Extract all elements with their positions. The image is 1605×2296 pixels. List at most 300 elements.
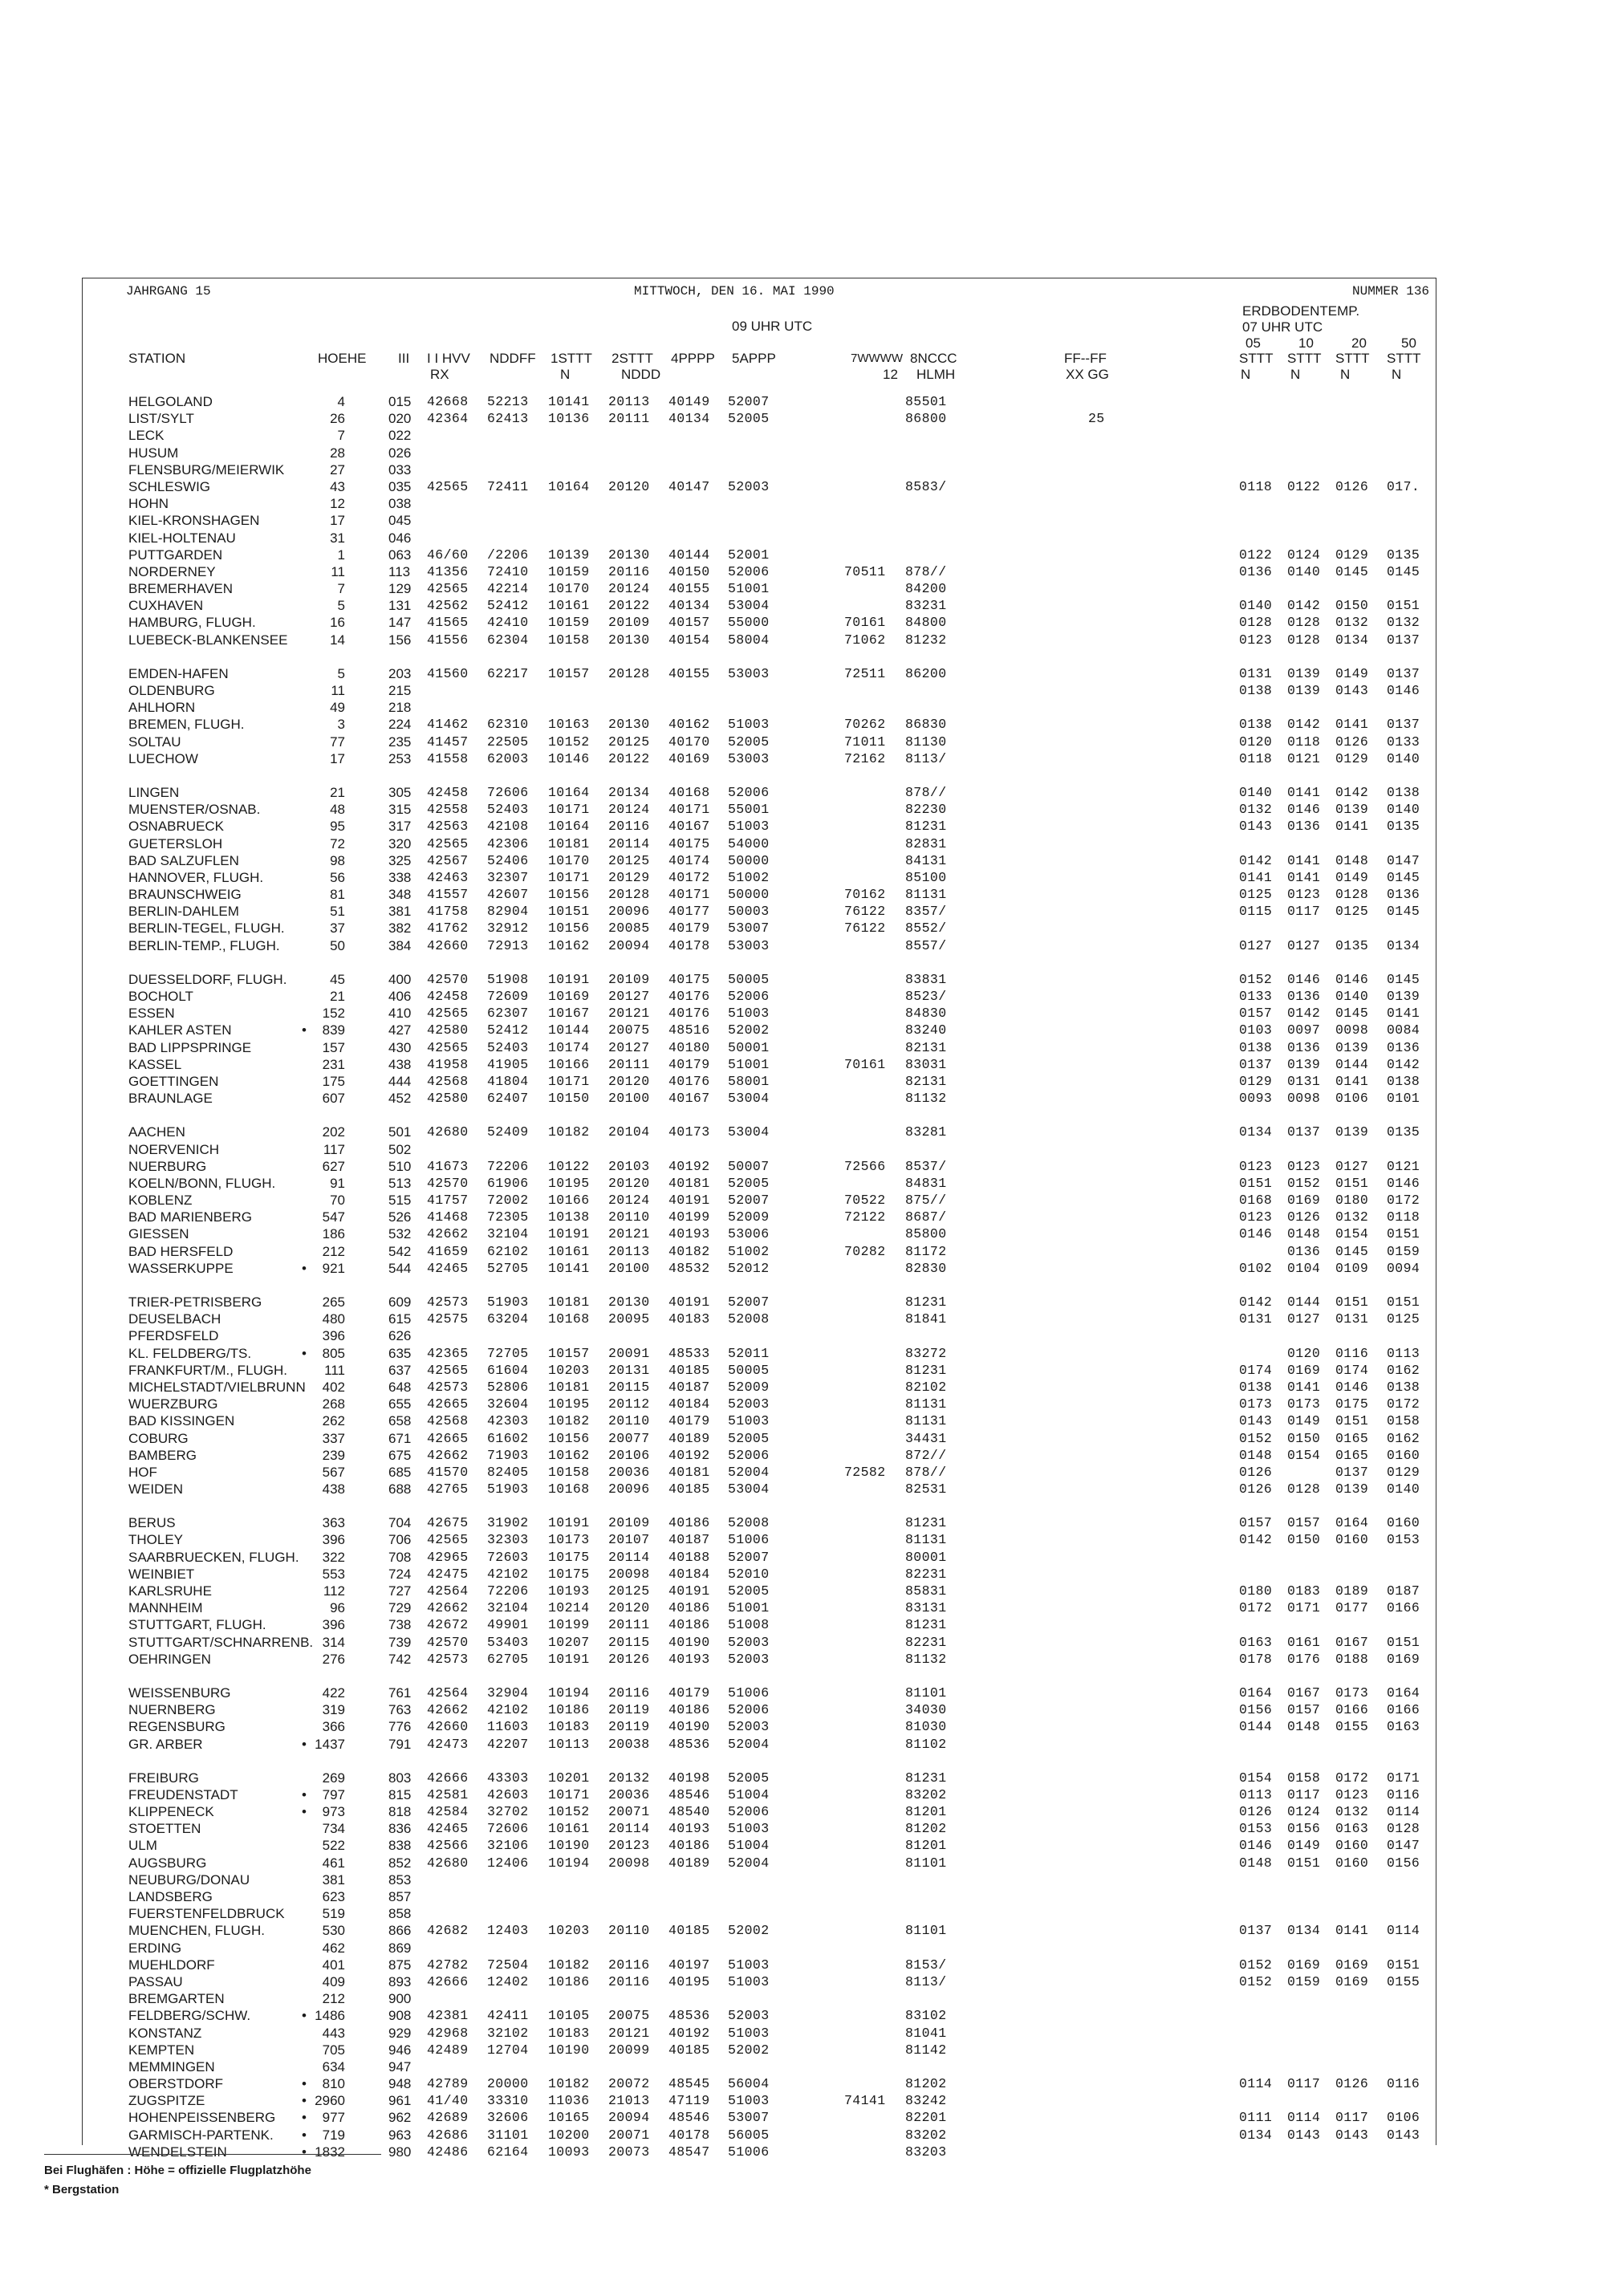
group-hvv: 42573 [427, 1294, 469, 1310]
table-row [0, 852, 1605, 869]
group-1sttt: 10158 [548, 1464, 590, 1480]
group-nddff: 42603 [487, 1786, 529, 1802]
table-row [0, 2042, 1605, 2058]
station-id: 315 [388, 802, 412, 818]
group-hvv: 42365 [427, 1345, 469, 1361]
group-4pppp: 40185 [668, 1923, 710, 1939]
station-id: 035 [388, 478, 412, 494]
col-2sttt-sub: NDDD [621, 367, 661, 382]
soil-50: 0142 [1387, 1056, 1420, 1072]
table-row [0, 427, 1605, 444]
group-hvv: 42473 [427, 1736, 469, 1752]
group-8nccc: 8153/ [905, 1957, 947, 1973]
table-row [0, 1651, 1605, 1668]
soil-20: 0149 [1335, 665, 1369, 681]
station-name: FREUDENSTADT [128, 1786, 238, 1802]
station-height: 12 [330, 496, 345, 512]
table-row [0, 1973, 1605, 1990]
soil-50: 0141 [1387, 1006, 1420, 1022]
soil-20: 0144 [1335, 1056, 1369, 1072]
station-height: 4 [337, 394, 345, 409]
station-name: MEMMINGEN [128, 2058, 215, 2075]
table-row [0, 1090, 1605, 1107]
station-name: BERLIN-TEGEL, FLUGH. [128, 920, 285, 937]
group-7wwww: 70511 [844, 563, 886, 579]
station-height: 607 [322, 1091, 345, 1107]
table-row [0, 818, 1605, 835]
table-row [0, 1175, 1605, 1192]
group-4pppp: 40177 [668, 904, 710, 920]
table-row [0, 530, 1605, 547]
group-hvv: 42666 [427, 1770, 469, 1786]
group-4pppp: 48533 [668, 1345, 710, 1361]
group-nddff: 42306 [487, 835, 529, 851]
soil-10: 0126 [1287, 1209, 1321, 1225]
group-4pppp: 40162 [668, 717, 710, 733]
soil-50: 0114 [1387, 1923, 1420, 1939]
soil-20: 0098 [1335, 1022, 1369, 1038]
col-station: STATION [128, 351, 186, 366]
group-4pppp: 40176 [668, 1006, 710, 1022]
soil-10: 0146 [1287, 802, 1321, 818]
group-spacer [0, 1277, 1605, 1294]
group-1sttt: 10122 [548, 1158, 590, 1174]
soil-20: 0163 [1335, 1821, 1369, 1837]
soil-05: 0157 [1239, 1006, 1273, 1022]
group-8nccc: 84800 [905, 615, 947, 631]
station-height: 396 [322, 1617, 345, 1633]
group-5appp: 52006 [728, 1804, 770, 1820]
station-name: BERUS [128, 1515, 176, 1531]
group-hvv: 42660 [427, 1719, 469, 1735]
group-7wwww: 72122 [844, 1209, 886, 1225]
soil-20: 0128 [1335, 887, 1369, 903]
station-name: AACHEN [128, 1124, 185, 1140]
table-row [0, 1684, 1605, 1701]
table-row [0, 750, 1605, 767]
group-nddff: 32104 [487, 1600, 529, 1616]
soil-10: 0156 [1287, 1821, 1321, 1837]
group-nddff: 52705 [487, 1260, 529, 1276]
station-name: WASSERKUPPE [128, 1260, 234, 1276]
group-8nccc: 81131 [905, 1396, 947, 1412]
station-name: MUENCHEN, FLUGH. [128, 1923, 266, 1939]
group-1sttt: 10207 [548, 1634, 590, 1650]
table-row [0, 886, 1605, 903]
station-id: 763 [388, 1702, 412, 1718]
soil-05: 0113 [1239, 1786, 1273, 1802]
station-id: 729 [388, 1600, 412, 1616]
soil-50: 0146 [1387, 1175, 1420, 1191]
station-name: MANNHEIM [128, 1600, 203, 1616]
group-nddff: 72206 [487, 1158, 529, 1174]
station-id: 444 [388, 1073, 412, 1089]
soil-10: 0161 [1287, 1634, 1321, 1650]
station-height: 7 [337, 428, 345, 444]
station-name: NEUBURG/DONAU [128, 1871, 250, 1888]
soil-10: 0128 [1287, 1481, 1321, 1497]
station-name: FLENSBURG/MEIERWIK [128, 461, 285, 477]
soil-50: 0169 [1387, 1651, 1420, 1667]
station-height: 5 [337, 598, 345, 614]
group-1sttt: 10194 [548, 1855, 590, 1871]
soil-05: 0142 [1239, 1532, 1273, 1548]
soil-05: 0103 [1239, 1022, 1273, 1038]
station-height: 396 [322, 1328, 345, 1344]
group-8nccc: 81030 [905, 1719, 947, 1735]
station-id: 836 [388, 1821, 412, 1837]
station-height: 212 [322, 1991, 345, 2007]
group-8nccc: 8523/ [905, 989, 947, 1004]
group-hvv: 42558 [427, 802, 469, 818]
group-2sttt: 20036 [608, 1464, 650, 1480]
soil-10: 0139 [1287, 665, 1321, 681]
group-5appp: 56005 [728, 2127, 770, 2143]
group-nddff: 22505 [487, 734, 529, 750]
soil-20: 0109 [1335, 1260, 1369, 1276]
table-row [0, 1124, 1605, 1140]
soil-05: 0143 [1239, 819, 1273, 835]
station-id: 224 [388, 717, 412, 733]
soil-05: 0125 [1239, 887, 1273, 903]
group-hvv: 42568 [427, 1073, 469, 1089]
group-5appp: 51003 [728, 819, 770, 835]
group-2sttt: 20120 [608, 1175, 650, 1191]
group-2sttt: 20111 [608, 1617, 650, 1633]
table-row [0, 1396, 1605, 1412]
group-1sttt: 10156 [548, 887, 590, 903]
group-nddff: 32307 [487, 869, 529, 885]
group-2sttt: 20114 [608, 835, 650, 851]
mountain-marker: • [302, 1260, 307, 1276]
group-nddff: 12704 [487, 2042, 529, 2058]
group-5appp: 53004 [728, 1091, 770, 1107]
station-height: 3 [337, 717, 345, 733]
group-8nccc: 8113/ [905, 1973, 947, 1989]
group-5appp: 52003 [728, 478, 770, 494]
group-2sttt: 20096 [608, 904, 650, 920]
soil-05: 0134 [1239, 1124, 1273, 1140]
group-hvv: 41560 [427, 665, 469, 681]
group-nddff: 72504 [487, 1957, 529, 1973]
group-8nccc: 81101 [905, 1855, 947, 1871]
soil-50: 0138 [1387, 1073, 1420, 1089]
station-height: 117 [323, 1141, 345, 1157]
station-id: 761 [388, 1684, 412, 1701]
station-height: 276 [322, 1651, 345, 1667]
group-4pppp: 40185 [668, 1362, 710, 1378]
group-8nccc: 81231 [905, 1362, 947, 1378]
soil-05: 0140 [1239, 598, 1273, 614]
mountain-marker: • [302, 1804, 307, 1820]
group-1sttt: 10093 [548, 2144, 590, 2160]
station-id: 526 [388, 1209, 412, 1225]
soil-05: 0151 [1239, 1175, 1273, 1191]
group-nddff: 49901 [487, 1617, 529, 1633]
group-1sttt: 10201 [548, 1770, 590, 1786]
group-8nccc: 81202 [905, 1821, 947, 1837]
group-2sttt: 20116 [608, 1684, 650, 1701]
table-row [0, 1888, 1605, 1905]
soil-20: 0116 [1335, 1345, 1369, 1361]
group-nddff: 72002 [487, 1193, 529, 1209]
group-8nccc: 83202 [905, 1786, 947, 1802]
group-1sttt: 10171 [548, 802, 590, 818]
group-1sttt: 10162 [548, 1447, 590, 1463]
station-name: HOHN [128, 496, 169, 512]
soil-10: 0104 [1287, 1260, 1321, 1276]
group-hvv: 42458 [427, 989, 469, 1004]
station-height: 319 [322, 1702, 345, 1718]
soil-20: 0126 [1335, 734, 1369, 750]
group-4pppp: 40191 [668, 1583, 710, 1599]
group-nddff: 62102 [487, 1243, 529, 1259]
station-id: 853 [388, 1871, 412, 1888]
soil-05: 0122 [1239, 547, 1273, 563]
station-name: BRAUNLAGE [128, 1091, 213, 1107]
group-4pppp: 40170 [668, 734, 710, 750]
col-sttt-2: STTT [1287, 351, 1322, 366]
group-2sttt: 20130 [608, 717, 650, 733]
group-8nccc: 82201 [905, 2110, 947, 2126]
station-id: 015 [388, 394, 412, 409]
station-id: 706 [388, 1532, 412, 1548]
soil-20: 0160 [1335, 1838, 1369, 1854]
station-name: BREMEN, FLUGH. [128, 717, 245, 733]
group-5appp: 52008 [728, 1515, 770, 1531]
station-id: 615 [388, 1311, 412, 1327]
group-4pppp: 40167 [668, 1091, 710, 1107]
mountain-marker: • [302, 1345, 307, 1361]
station-height: 1437 [315, 1736, 345, 1752]
group-1sttt: 10181 [548, 1379, 590, 1395]
group-nddff: 52403 [487, 802, 529, 818]
group-8nccc: 83202 [905, 2127, 947, 2143]
soil-05: 0173 [1239, 1396, 1273, 1412]
col-7wwww-sub: 12 [883, 367, 898, 382]
group-hvv: 41570 [427, 1464, 469, 1480]
table-row [0, 478, 1605, 495]
station-id: 980 [388, 2144, 412, 2160]
group-5appp: 56004 [728, 2076, 770, 2092]
group-1sttt: 10171 [548, 869, 590, 885]
group-hvv: 42666 [427, 1973, 469, 1989]
station-height: 1486 [315, 2008, 345, 2024]
group-hvv: 42662 [427, 1447, 469, 1463]
group-8nccc: 84131 [905, 852, 947, 868]
group-8nccc: 8687/ [905, 1209, 947, 1225]
group-1sttt: 10203 [548, 1362, 590, 1378]
station-name: STOETTEN [128, 1821, 201, 1837]
table-row [0, 1039, 1605, 1056]
station-height: 734 [322, 1821, 345, 1837]
soil-10: 0141 [1287, 784, 1321, 800]
table-row [0, 1209, 1605, 1225]
group-hvv: 41757 [427, 1193, 469, 1209]
group-2sttt: 20109 [608, 615, 650, 631]
soil-50: 017. [1387, 478, 1420, 494]
group-5appp: 53004 [728, 1124, 770, 1140]
station-height: 17 [330, 513, 345, 529]
group-1sttt: 10168 [548, 1311, 590, 1327]
group-4pppp: 40155 [668, 665, 710, 681]
soil-10: 0150 [1287, 1430, 1321, 1446]
soil-10: 0158 [1287, 1770, 1321, 1786]
group-1sttt: 10152 [548, 1804, 590, 1820]
soil-50: 0158 [1387, 1413, 1420, 1429]
station-id: 708 [388, 1549, 412, 1565]
soil-20: 0139 [1335, 1481, 1369, 1497]
group-1sttt: 10200 [548, 2127, 590, 2143]
col-5appp: 5APPP [732, 351, 776, 366]
soil-10: 0124 [1287, 1804, 1321, 1820]
soil-05: 0137 [1239, 1923, 1273, 1939]
group-2sttt: 20127 [608, 989, 650, 1004]
group-2sttt: 20116 [608, 1957, 650, 1973]
group-1sttt: 10161 [548, 598, 590, 614]
soil-50: 0114 [1387, 1804, 1420, 1820]
table-row [0, 1158, 1605, 1175]
station-id: 515 [388, 1193, 412, 1209]
group-1sttt: 10181 [548, 1294, 590, 1310]
station-height: 91 [330, 1175, 345, 1191]
soil-50: 0171 [1387, 1770, 1420, 1786]
group-8nccc: 86200 [905, 665, 947, 681]
station-id: 675 [388, 1447, 412, 1463]
station-height: 409 [322, 1973, 345, 1989]
group-8nccc: 8537/ [905, 1158, 947, 1174]
soil-10: 0127 [1287, 1311, 1321, 1327]
group-5appp: 52012 [728, 1260, 770, 1276]
station-id: 510 [388, 1158, 412, 1174]
station-id: 022 [388, 428, 412, 444]
group-hvv: 41356 [427, 563, 469, 579]
soil-05: 0157 [1239, 1515, 1273, 1531]
observation-time: 09 UHR UTC [732, 319, 813, 334]
soil-10: 0123 [1287, 1158, 1321, 1174]
group-5appp: 51003 [728, 1006, 770, 1022]
station-id: 658 [388, 1413, 412, 1429]
station-height: 175 [322, 1073, 345, 1089]
station-height: 396 [322, 1532, 345, 1548]
group-hvv: 42575 [427, 1311, 469, 1327]
station-name: NORDERNEY [128, 563, 216, 579]
group-4pppp: 40193 [668, 1821, 710, 1837]
group-hvv: 42381 [427, 2008, 469, 2024]
soil-05: 0118 [1239, 478, 1273, 494]
group-hvv: 42680 [427, 1855, 469, 1871]
group-2sttt: 20128 [608, 887, 650, 903]
group-8nccc: 81231 [905, 1294, 947, 1310]
group-5appp: 52006 [728, 784, 770, 800]
station-id: 532 [388, 1226, 412, 1242]
station-name: BERLIN-TEMP., FLUGH. [128, 937, 280, 953]
soil-05: 0143 [1239, 1413, 1273, 1429]
group-7wwww: 72582 [844, 1464, 886, 1480]
issue-date: MITTWOCH, DEN 16. MAI 1990 [634, 284, 835, 299]
group-1sttt: 10199 [548, 1617, 590, 1633]
station-name: FUERSTENFELDBRUCK [128, 1906, 285, 1922]
group-8nccc: 82131 [905, 1039, 947, 1055]
col-8nccc-sub: HLMH [916, 367, 956, 382]
station-height: 17 [330, 750, 345, 766]
group-8nccc: 83231 [905, 598, 947, 614]
soil-50: 0155 [1387, 1973, 1420, 1989]
station-height: 805 [322, 1345, 345, 1361]
group-5appp: 52003 [728, 1634, 770, 1650]
group-5appp: 52007 [728, 394, 770, 409]
soil-10: 0157 [1287, 1515, 1321, 1531]
station-id: 961 [388, 2093, 412, 2109]
group-5appp: 53004 [728, 598, 770, 614]
soil-05: 0136 [1239, 563, 1273, 579]
group-8nccc: 86800 [905, 411, 947, 427]
group-4pppp: 47119 [668, 2093, 710, 2109]
table-row [0, 699, 1605, 716]
station-name: KARLSRUHE [128, 1583, 212, 1599]
group-8nccc: 86830 [905, 717, 947, 733]
group-hvv: 42968 [427, 2025, 469, 2041]
group-2sttt: 20113 [608, 1243, 650, 1259]
table-row [0, 1957, 1605, 1973]
group-5appp: 52001 [728, 547, 770, 563]
table-row [0, 869, 1605, 886]
soil-50: 0094 [1387, 1260, 1420, 1276]
station-id: 685 [388, 1464, 412, 1480]
group-2sttt: 20121 [608, 1226, 650, 1242]
group-5appp: 51008 [728, 1617, 770, 1633]
soil-05: 0153 [1239, 1821, 1273, 1837]
group-7wwww: 72511 [844, 665, 886, 681]
group-hvv: 41468 [427, 1209, 469, 1225]
soil-10: 0121 [1287, 750, 1321, 766]
group-2sttt: 20113 [608, 394, 650, 409]
col-2sttt: 2STTT [612, 351, 653, 366]
soil-05: 0140 [1239, 784, 1273, 800]
group-hvv: 42566 [427, 1838, 469, 1854]
group-1sttt: 10182 [548, 2076, 590, 2092]
group-7wwww: 74141 [844, 2093, 886, 2109]
station-id: 648 [388, 1379, 412, 1395]
group-1sttt: 10162 [548, 937, 590, 953]
station-height: 157 [322, 1039, 345, 1055]
station-id: 900 [388, 1991, 412, 2007]
group-8nccc: 83203 [905, 2144, 947, 2160]
soil-50: 0145 [1387, 971, 1420, 987]
table-row [0, 547, 1605, 563]
group-2sttt: 20123 [608, 1838, 650, 1854]
soil-10: 0124 [1287, 547, 1321, 563]
group-1sttt: 10158 [548, 632, 590, 648]
station-height: 48 [330, 802, 345, 818]
group-2sttt: 20121 [608, 2025, 650, 2041]
table-row [0, 1225, 1605, 1242]
group-1sttt: 10165 [548, 2110, 590, 2126]
group-8nccc: 81102 [905, 1736, 947, 1752]
group-nddff: 62304 [487, 632, 529, 648]
station-name: DEUSELBACH [128, 1311, 221, 1327]
group-7wwww: 70161 [844, 615, 886, 631]
group-2sttt: 20112 [608, 1396, 650, 1412]
group-spacer [0, 1753, 1605, 1770]
group-1sttt: 10164 [548, 478, 590, 494]
soil-10: 0141 [1287, 869, 1321, 885]
group-hvv: 42458 [427, 784, 469, 800]
station-height: 705 [322, 2042, 345, 2058]
station-id: 430 [388, 1039, 412, 1055]
group-4pppp: 40190 [668, 1634, 710, 1650]
soil-20: 0142 [1335, 784, 1369, 800]
